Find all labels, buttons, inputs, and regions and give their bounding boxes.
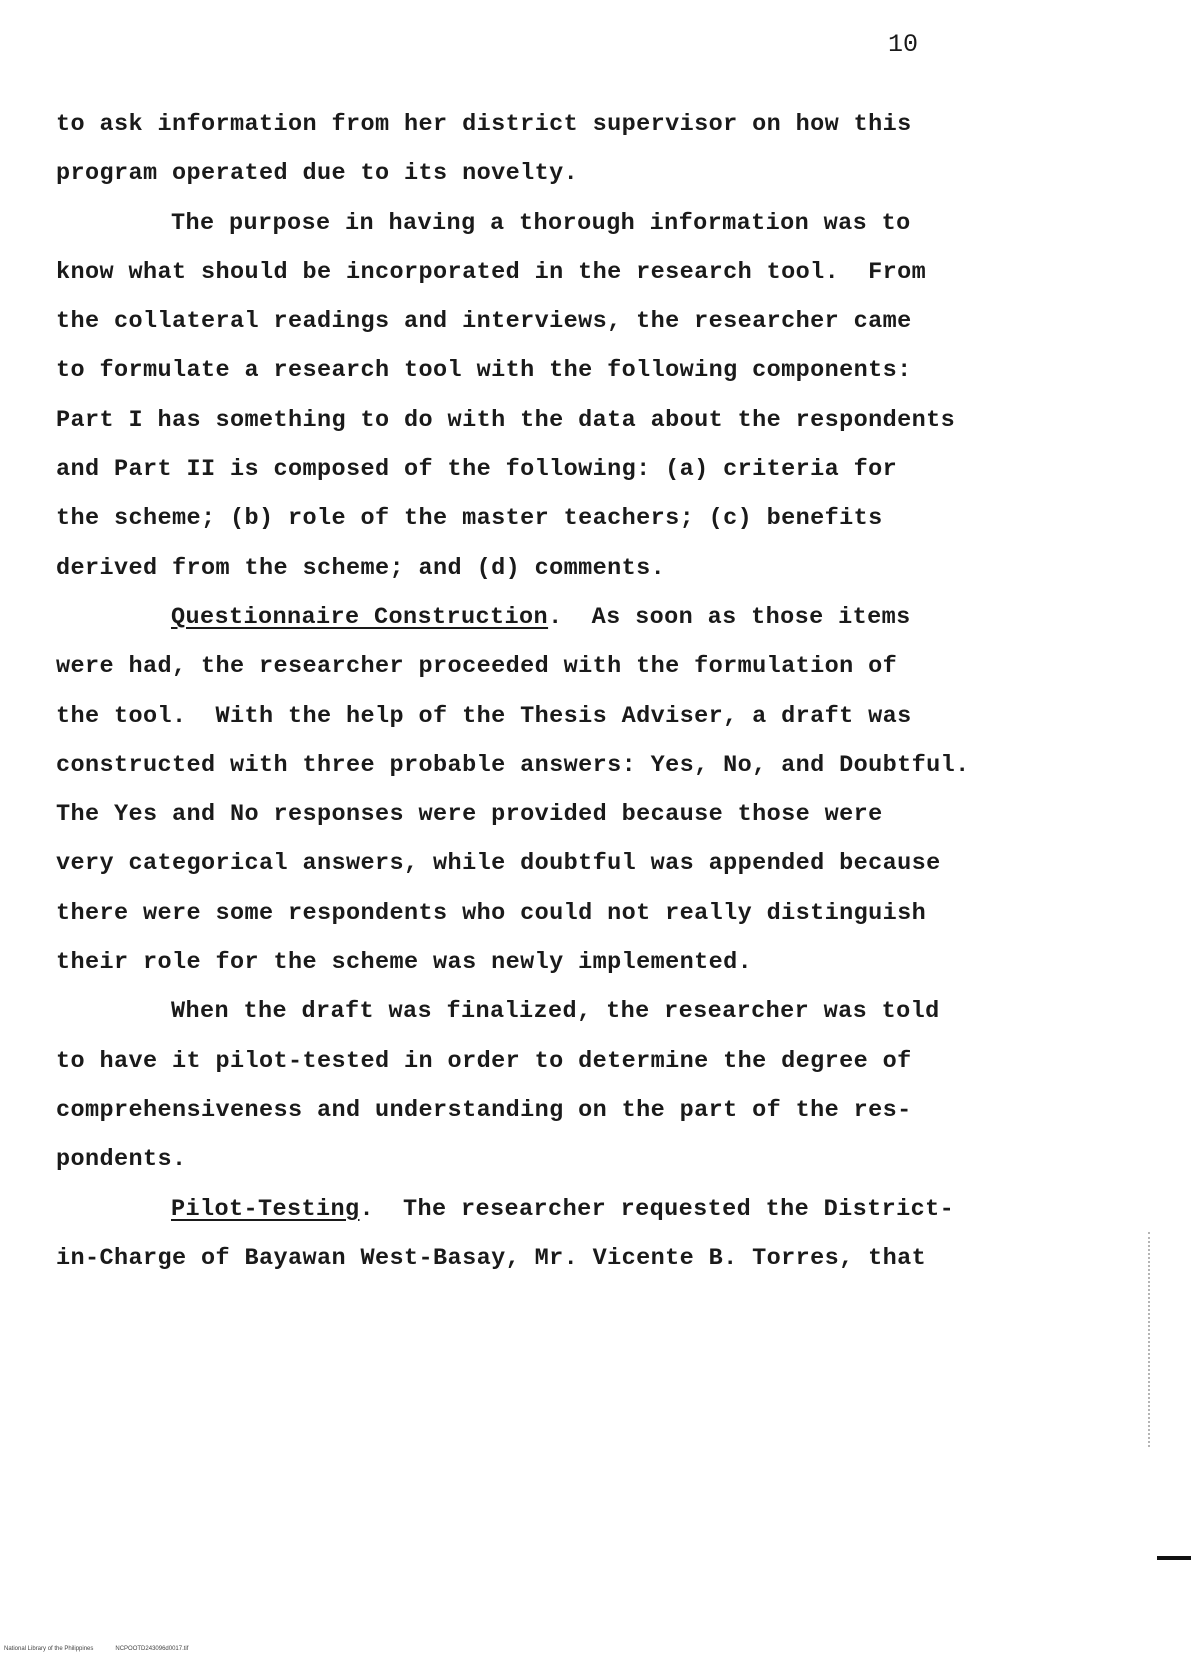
scan-margin-dots <box>1148 1232 1162 1447</box>
text-line: there were some respondents who could not really distinguish <box>56 899 927 927</box>
page-number: 10 <box>888 30 919 59</box>
text-line: to formulate a research tool with the following components: <box>56 357 912 385</box>
heading-trailing-text: . The researcher requested the District- <box>359 1195 955 1223</box>
text-line: The Yes and No responses were provided because those were <box>56 801 883 829</box>
paragraph-3 <box>56 593 1056 987</box>
section-heading-questionnaire-construction: Questionnaire Construction <box>171 603 549 631</box>
text-line: derived from the scheme; and (d) comments. <box>56 554 666 582</box>
paragraph-2 <box>56 199 1056 593</box>
scan-footer-caption <box>4 1646 188 1652</box>
text-line: the collateral readings and interviews, the researcher came <box>56 308 912 336</box>
paragraph-1 <box>56 100 1056 199</box>
text-line <box>56 1185 1056 1234</box>
text-line: to ask information from her district supervisor on how this <box>56 111 912 138</box>
footer-code: NCPOOTD243096d0017.tif <box>115 1646 189 1652</box>
text-line: were had, the researcher proceeded with the formulation of <box>56 653 898 681</box>
text-line: program operated due to its novelty. <box>56 160 579 188</box>
text-line: When the draft was finalized, the researcher was told <box>171 998 940 1026</box>
text-line: comprehensiveness and understanding on the part of the res- <box>56 1096 912 1124</box>
text-line: Part I has something to do with the data about the respondents <box>56 406 956 434</box>
text-line: to have it pilot-tested in order to determine the degree of <box>56 1047 912 1075</box>
text-line: very categorical answers, while doubtful was appended because <box>56 850 941 878</box>
text-line: and Part II is composed of the following: (a) criteria for <box>56 456 898 484</box>
text-line: The purpose in having a thorough information was to <box>171 209 911 237</box>
scan-edge-mark <box>1157 1556 1191 1560</box>
text-line: constructed with three probable answers: Yes, No, and Doubtful. <box>56 751 970 779</box>
text-line: pondents. <box>56 1146 187 1174</box>
text-line: their role for the scheme was newly implemented. <box>56 949 753 977</box>
paragraph-5 <box>56 1185 1056 1284</box>
text-line: in-Charge of Bayawan West-Basay, Mr. Vicente B. Torres, that <box>56 1244 927 1272</box>
text-line: the scheme; (b) role of the master teachers; (c) benefits <box>56 505 883 533</box>
text-line <box>56 593 1056 642</box>
body-text <box>56 100 1056 1283</box>
footer-library: National Library of the Philippines <box>4 1646 94 1652</box>
text-line: know what should be incorporated in the research tool. From <box>56 258 927 286</box>
text-line: the tool. With the help of the Thesis Adviser, a draft was <box>56 702 912 730</box>
section-heading-pilot-testing: Pilot-Testing <box>171 1195 360 1223</box>
heading-trailing-text: . As soon as those items <box>548 603 911 631</box>
paragraph-4 <box>56 987 1056 1184</box>
